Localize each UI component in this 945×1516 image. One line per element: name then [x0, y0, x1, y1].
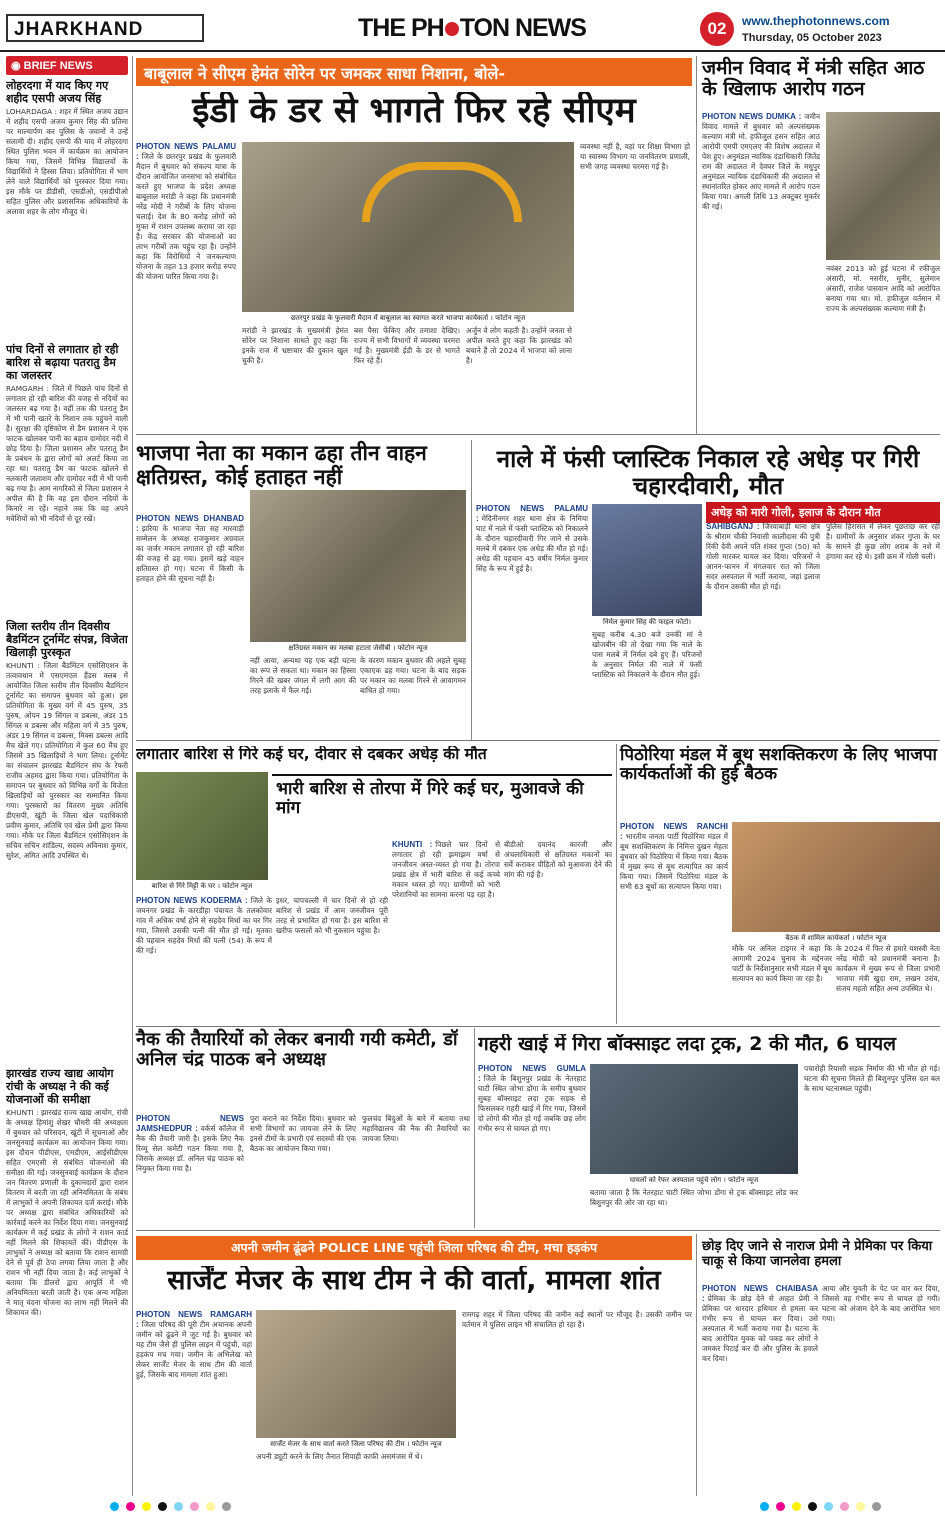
website-url[interactable]: www.thephotonnews.com: [742, 14, 890, 28]
dot-icon: [792, 1502, 801, 1511]
s5-sub-col-2: बीडीओ दयानंद कारजी और अंचलाधिकारी से क्षतिग्रस्त मकानों का सर्वे कराकर पीड़ितों को मुआवजा देने की मांग की गई है।: [504, 840, 612, 879]
brief-body-2: RAMGARH : जिले में पिछले पांच दिनों से लगातार हो रही बारिश की वजह से नदियों का जलस्तर बढ़ गया है। वहीं तक की पतरातु डैम में भी पानी खतरे के निशान तक पहुंचने वाली है। सुरक्षा की दृष्टिकोण से डैम प्रशासन ने एक फाटक खोलकर पानी का बहाव दामोदर नदी में छोड़ दिया है। जिला प्रशासन और पतरातु डैम के प्रबंधन के द्वारा लोगों को अलर्ट किया जा रहा था। पतरातु डैम का फाटक खोलने से नलकारी जलाशय और दामोदर नदी में भी पानी बढ़ गया है। आम नागरिकों से जिला प्रशासन ने अपील की है कि वह इस दौरान नदियों के किनारे ना रहें। नहाने तक कि वह अपने मवेशियों को भी नदियों से दूर रखें।: [6, 384, 128, 523]
s4-subhead: अधेड़ को मारी गोली, इलाज के दौरान मौत: [706, 502, 940, 523]
s9-kicker: अपनी जमीन ढूंढने POLICE LINE पहुंची जिला परिषद की टीम, मचा हड़कंप: [136, 1236, 692, 1260]
kicker-bar: बाबूलाल ने सीएम हेमंत सोरेन पर जमकर साधा निशाना, बोले-: [136, 58, 692, 86]
s5-body: [136, 896, 272, 1020]
byline: PHOTON NEWS PALAMU :: [136, 142, 236, 161]
byline: PHOTON NEWS RAMGARH :: [136, 1310, 252, 1329]
brand-logo: [358, 14, 586, 43]
byline: KHUNTI :: [392, 840, 433, 849]
s5-subhead-box: [272, 774, 612, 776]
photon-icon: [445, 22, 459, 36]
divider: [136, 740, 940, 741]
circle-icon: ◉: [11, 60, 24, 72]
body-text: जिले के जयनगर प्रखंड के कारडीहा पंचायत के तलकोवार गांव में अधिक वर्षा होने से सहदेव मिर्धा का घर गिर गया, जिससे उसकी पत्नी की मौत हो गई। मृतका की पहचान सहदेव मिर्धा की पत्नी (54) के रूप में की गई।: [136, 896, 272, 955]
brief-news-text: BRIEF NEWS: [23, 60, 93, 72]
s10-headline: छोड़ दिए जाने से नाराज प्रेमी ने प्रेमिका पर किया चाकू से किया जानलेवा हमला: [702, 1239, 933, 1269]
s5-photo: [136, 772, 268, 880]
body-text: प्रेमिका के छोड़ देने से आहत प्रेमी ने प्रेमिका पर धारदार हथियार से हमला कर गंभीर रूप से घायल कर दिया। उसे अस्पताल में भर्ती कराया गया है। घटना के बाद आरोपित युवक को पकड़ कर लोगों ने जमकर पिटाई कर दी और पुलिस के हवाले कर दिया।: [702, 1294, 818, 1363]
s5-photo-caption: बारिश से गिरे मिट्टी के घर । फोटोन न्यूज: [151, 882, 253, 890]
s4-photo: [592, 504, 702, 616]
dot-icon: [174, 1502, 183, 1511]
lead-article: [136, 142, 692, 427]
brand-part-1: THE PH: [358, 14, 444, 42]
body-text: वर्कर्स कॉलेज में नैक की तैयारी जारी है। इसके लिए नैक रिव्यू सेल कमेटी गठन किया गया है, जिसके अध्यक्ष डॉ. अनिल चंद्र पाठक को नियुक्त किया गया है।: [136, 1124, 244, 1173]
s2-body: [702, 112, 820, 427]
dot-icon: [158, 1502, 167, 1511]
body-text: पिछले चार दिनों से लगातार हो रही झमाझम वर्षा से जनजीवन अस्त-व्यस्त हो गया है। तोरपा प्रखंड क्षेत्र में भारी बारिश से कई कच्चे मकान ध्वस्त हो गए। ग्रामीणों को भारी परेशानियों का सामना करना पड़ रहा है।: [392, 840, 500, 899]
s3-col-3: के कारण मकान बुधवार की अहले सुबह एकाएक ढह गया। घटना के बाद सड़क पर मकान का मलबा गिरने से आवागमन बाधित हो गया।: [360, 656, 466, 695]
s5-subhead: भारी बारिश से तोरपा में गिरे कई घर, मुआवजे की मांग: [276, 779, 584, 819]
s7-body: [136, 1114, 244, 1224]
masthead: [0, 0, 945, 52]
dot-icon: [840, 1502, 849, 1511]
body-text: जिले के बिशुनपुर प्रखंड के नेतरहाट घाटी स्थित जोभा डोंगा के समीप बुधवार सुबह बॉक्साइट लदा ट्रक सड़क से फिसलकर गहरी खाई में गिर गया, जिसमें दो लोगों की मौत हो गई जबकि छह लोग गंभीर रूप से घायल हो गए।: [478, 1074, 586, 1133]
registration-marks: [110, 1502, 231, 1511]
left-column: [6, 56, 128, 1496]
divider: [136, 1230, 940, 1231]
s7-col-3: फुलचंद बिंदुओं के बारे में बताया तथा महाविद्यालय की नैक की तैयारियों का जायजा लिया।: [362, 1114, 470, 1143]
divider: [136, 434, 940, 435]
s2-headline: जमीन विवाद में मंत्री सहित आठ के खिलाफ आरोप गठन: [702, 57, 925, 101]
body-text: जिला परिषद की पूरी टीम अचानक अपनी जमीन को ढूंढने में जुट गई है। बुधवार को यह टीम जैसे ही पुलिस लाइन में पहुंची, वहां हड़कंप मच गया। जमीन के अभिलेख को लेकर सार्जेंट मेजर के साथ टीम की वार्ता हुई, जिसके बाद मामला शांत हुआ।: [136, 1320, 252, 1379]
dot-icon: [856, 1502, 865, 1511]
s6-headline: पिठोरिया मंडल में बूथ सशक्तिकरण के लिए भाजपा कार्यकर्ताओं की हुई बैठक: [620, 745, 937, 785]
s8-col-2: बताया जाता है कि नेतरहाट घाटी स्थित जोभा डोंगा से ट्रक बॉक्साइट लोड कर बिशुनपुर की ओर जा रहा था।: [590, 1188, 798, 1207]
dot-icon: [206, 1502, 215, 1511]
body-text: भारतीय जनता पार्टी पिठोरिया मंडल में बूथ सशक्तिकरण के निमित्त दुखन मेहता बुधवार को पिठोरिया में किया गया। बैठक में मुख्य रूप से बूथ सत्यापित का कार्य किया गया। जिसमें पिठोरिया मंडल के सभी 63 बूथों का सत्यापन किया गया।: [620, 832, 728, 891]
dot-icon: [222, 1502, 231, 1511]
s4-photo-caption: निर्मल कुमार सिंह की फाइल फोटो।: [602, 618, 692, 626]
lead-col-4: अर्जुन वे लोग कहती है। उन्होंने जनता से अपील करते हुए कहा कि झारखंड को बचाने हैं तो 2024 में भाजपा को लाना है।: [466, 326, 572, 365]
s9-col-2: रामगढ़ शहर में जिला परिषद की जमीन कई स्थानों पर मौजूद है। उसकी जमीन पर वर्तमान में पुलिस लाइन भी संचालित हो रहा है।: [462, 1310, 692, 1329]
s9-photo-caption: सार्जेंट मेजर के साथ वार्ता करते जिला परिषद की टीम । फोटोन न्यूज: [270, 1440, 442, 1448]
lead-col-5: व्यवस्था नहीं है, यहां पर शिक्षा विभाग हो या स्वास्थ्य विभाग या जनवितरण प्रणाली, सभी जगह व्यवस्था चरमरा गई है।: [580, 142, 690, 171]
lead-photo-caption: छतरपुर प्रखंड के फुलवारी मैदान में बाबूलाल का स्वागत करते भाजपा कार्यकर्ता । फोटोन न्यूज: [290, 314, 526, 322]
dot-icon: [808, 1502, 817, 1511]
divider: [474, 1028, 475, 1228]
divider: [132, 56, 133, 1496]
s9-body: [136, 1310, 252, 1496]
brief-body-4: KHUNTI : झारखंड राज्य खाद्य आयोग, रांची के अध्यक्ष हिमांशु शेखर चौधरी की अध्यक्षता में बुधवार को परिसदन, खूंटी में सूचनाओं और जनसुनवाई कार्यक्रम का आयोजन किया गया। इस दौरान पीडीएस, एमडीएम, आईसीडीएस सहित एमएसी से संबंधित योजनाओं की समीक्षा की गई। जनसुनवाई कार्यक्रम के दौरान जन वितरण प्रणाली के दुकानदारों द्वारा राशन वितरण में बरती जा रही अनियमितता के संबंध में लाभुकों ने अपनी शिकायत दर्ज कराई। मौके पर अध्यक्ष द्वारा संबंधित अधिकारियों को कार्रवाई करने का निर्देश दिया गया। जनसुनवाई कार्यक्रम में कई प्रखंड के लोगों ने राशन कार्ड नहीं मिलने की शिकायतें कीं। पीडीएस के लाभुकों ने अध्यक्ष को बताया कि राशन सामग्री देने से पूर्व ही ठेपा लगवा लिया जाता है और राशन भी नहीं दिया जाता है। कई लाभुकों ने बताया कि डीलरों द्वारा आपूर्ति में भी अनियमितता बरती जाती है। एक अन्य महिला ने मातृ वंदना योजना का लाभ नहीं मिलने की शिकायत की।: [6, 1108, 128, 1317]
byline: PHOTON NEWS GUMLA :: [478, 1064, 586, 1083]
issue-date: Thursday, 05 October 2023: [742, 32, 882, 44]
s3-body: [136, 514, 244, 734]
s6-col-2: मौके पर अनिल टाइगर ने कहा कि आगामी 2024 चुनाव के मद्देनजर पार्टी के निर्देशानुसार सभी मंडल में बूथ सत्यापन का कार्य किया जा रहा है।: [732, 944, 832, 983]
s9-photo: [256, 1310, 456, 1438]
brief-title-4: झारखंड राज्य खाद्य आयोग रांची के अध्यक्ष ने की कई योजनाओं की समीक्षा: [6, 1067, 114, 1106]
byline: PHOTON NEWS KODERMA :: [136, 896, 248, 905]
body-text: जिरवाबाड़ी थाना क्षेत्र के श्रीराम चौकी निवासी कालीदास की पुत्री रिंकी देवी अपने पति शंकर गुप्ता (50) को गोली मारकर घायल कर दिया। परिजनों ने आनन-फानन में मंगलवार रात को जिला सदर अस्पताल में भर्ती कराया, जहां इलाज के दौरान उसकी मौत हो गई।: [706, 522, 820, 591]
s5-headline: लगातार बारिश से गिरे कई घर, दीवार से दबकर अधेड़ की मौत: [136, 746, 487, 763]
brief-title-1: लोहरदगा में याद किए गए शहीद एसपी अजय सिंह: [6, 79, 109, 105]
lead-col-2: मरांडी ने झारखंड के मुख्यमंत्री हेमंत सोरेन पर निशाना साधते हुए कहा कि इनके राज में भ्रष्टाचार की दुकान खुल चुकी है।: [242, 326, 348, 365]
s5-sub-body: [392, 840, 500, 1020]
lead-photo: [242, 142, 574, 312]
brief-body-3: KHUNTI : जिला बैडमिंटन एसोसिएशन के तत्वावधान में एसएमएल हैंडस क्लब में आयोजित जिला स्तरीय तीन दिवसीय बैडमिंटन टूर्नामेंट का समापन बुधवार को हुआ। इस प्रतियोगिता के मुख्य वर्ग में 45 पुरुष, 35 पुरुष, ओपन 19 सिंगल व डबल्स, अंडर 15 सिंगल व डबल्स और महिला वर्ग में 35 पुरुष, अंडर 19 सिंगल व डबल्स, मिक्स डबल्स आदि मैच खेले गए। प्रतियोगिता में कुल 60 मैच हुए जिसमें 35 खिलाड़ियों ने भाग लिया। टूर्नामेंट का संचालन झारखंड बैडमिंटन संघ के रेफरी राजीव अहमद द्वारा किया गया। प्रतियोगिता के समापन पर बुधवार को विभिन्न वर्गों के विजेता खिलाड़ियों को पुरस्कार का सम्मानित किया गया। पुरस्कारों का वितरण मुख्य अतिथि डीएसपी, खूंटी के जिला खेल पदाधिकारी प्रवीण कुमार, अतिथि एवं खेल प्रेमी द्वारा किया गया। मौके पर जिला बैडमिंटन एसोसिएशन के सचिव सचिन शांडिल्य, सदस्य अविनाश कुमार, सुरेश, अमित आदि उपस्थित थे।: [6, 661, 128, 860]
divider: [696, 1234, 697, 1496]
s9-headline: सार्जेंट मेजर के साथ टीम ने की वार्ता, मामला शांत: [167, 1266, 661, 1296]
s10-body: [702, 1284, 818, 1496]
byline: PHOTON NEWS DUMKA :: [702, 112, 802, 121]
dot-icon: [776, 1502, 785, 1511]
s7-headline: नैक की तैयारियों को लेकर बनायी गयी कमेटी, डॉ अनिल चंद्र पाठक बने अध्यक्ष: [136, 1029, 458, 1071]
s8-body: [478, 1064, 586, 1224]
brief-title-2: पांच दिनों से लगातार हो रही बारिश से बढ़ाया पतरातु डैम का जलस्तर: [6, 343, 119, 382]
body-text: जमीन विवाद मामले में बुधवार को अल्पसंख्यक कल्याण मंत्री मो. हफीजुल हसन सहित आठ आरोपी एमपी एमएलए की विशेष अदालत में पेश हुए। अनुमंडल न्यायिक दंडाधिकारी जितेंद्र राम की अदालत में देवघर जिले के मधुपुर अनुमंडल न्यायिक दंडाधिकारी की अदालत से स्थानांतरित होकर आए मामले में आरोप गठन किया गया। अगली तिथि 13 अक्टूबर मुकर्रर की गई।: [702, 112, 820, 211]
s8-headline: गहरी खाई में गिरा बॉक्साइट लदा ट्रक, 2 की मौत, 6 घायल: [478, 1034, 897, 1055]
s6-col-3: के 2024 में फिर से हमारे यशस्वी नेता नरेंद्र मोदी को प्रधानमंत्री बनाना है। कार्यक्रम में मुख्य रूप से जिला प्रभारी भाजपा मंत्री खुदा राम, लखन उरांव, संजय महतो सहित अन्य उपस्थित थे।: [836, 944, 940, 993]
brief-body-1: LOHARDAGA : शहर में स्थित अजय उद्यान में शहीद एसपी अजय कुमार सिंह की प्रतिमा पर माल्यार्पण कर पुलिस के जवानों ने उन्हें सलामी दी। शहीद एसपी की याद में लोहरदगा स्थित पुलिस भवन में कार्यक्रम का आयोजन किया गया, जिसमें विभिन्न विद्यालयों के विद्यार्थियों ने हिस्सा लिया। प्रतियोगिता में भाग लेने वाले विद्यार्थियों को पुरस्कार दिया गया। इस मौके पर डीडीसी, एसडीओ, एसडीपीओ सहित पुलिस और प्रशासनिक अधिकारियों के अलावा शहर के लोग मौजूद थे।: [6, 107, 128, 216]
s3-col-2: नहीं आया, अन्यथा यह एक बड़ी घटना का रूप ले सकता था। मकान का हिस्सा गिरने की खबर जंगल में लगी आग की तरह इलाके में फैल गई।: [250, 656, 356, 695]
divider: [136, 1026, 940, 1027]
divider: [471, 440, 472, 740]
byline: PHOTON NEWS RANCHI :: [620, 822, 728, 841]
dot-icon: [190, 1502, 199, 1511]
section-name: JHARKHAND: [6, 14, 204, 42]
body-text: मेदिनीनगर शहर थाना क्षेत्र के निमिया घाट में नाले में फंसी प्लास्टिक को निकालने के दौरान चहारदीवारी गिर जाने से उसके मलबे में दबकर एक अधेड़ की मौत हो गई। अधेड़ की पहचान 45 वर्षीय निर्मल कुमार सिंह के रूप में हुई है।: [476, 514, 588, 573]
dot-icon: [824, 1502, 833, 1511]
s6-body: [620, 822, 728, 1020]
body-text: जिले के छतरपुर प्रखंड के फुलवारी मैदान में बुधवार को संकल्प यात्रा के दौरान आयोजित जनसभा को संबोधित करते हुए भाजपा के प्रदेश अध्यक्ष बाबूलाल मरांडी ने कहा कि प्रधानमंत्री नरेंद्र मोदी ने गरीबों के लिए योजना चलाई। देश के 80 करोड़ लोगों को मुफ्त में राशन उपलब्ध कराया जा रहा है। केंद्र सरकार की योजनाओं का लाभ गरीबों तक पहुंच रहा है। उन्होंने कहा कि विरोधियों ने जनकल्याण योजना के तहत 13 हजार करोड़ रुपए की योजना पारित किया गया है।: [136, 152, 236, 281]
s6-photo-caption: बैठक में शामिल कार्यकर्ता । फोटोन न्यूज: [785, 934, 887, 942]
byline: SAHIBGANJ :: [706, 522, 760, 531]
s3-headline: भाजपा नेता का मकान ढहा तीन वाहन क्षतिग्रस्त, कोई हताहत नहीं: [136, 441, 427, 489]
s4-sub-body: [706, 522, 820, 734]
s5-col-2: इधर, चापचल्ली में चार दिनों से हो रही बारिश से प्रखंड में आम जनजीवन पूरी तरह से प्रभावित हो गया है। इस बारिश से खरीफ फसलों को भी नुकसान पहुंचा है।: [276, 896, 388, 935]
s3-photo-caption: क्षतिग्रस्त मकान का मलबा हटाता जेसीबी । फोटोन न्यूज: [288, 644, 428, 652]
s8-photo: [590, 1064, 798, 1174]
lead-headline: ईडी के डर से भागते फिर रहे सीएम: [192, 92, 636, 131]
body-text: झरिया के भाजपा नेता सह मारवाड़ी सम्मेलन के अध्यक्ष राजकुमार अग्रवाल का जर्जर मकान लगातार हो रही बारिश की वजह से ढह गया। इसमें खड़े वाहन क्षतिग्रस्त हो गए। घटना में किसी के हताहत होने की सूचना नहीं है।: [136, 524, 244, 583]
brief-news-label: [6, 56, 128, 75]
s3-photo: [250, 490, 466, 642]
s7-col-2: पुरा कराने का निर्देश दिया। बुधवार को सभी विभागों का जायजा लेने के लिए इनसे टीमों के प्रभारी एवं सदस्यों की एक बैठक का आयोजन किया गया।: [250, 1114, 356, 1153]
byline: PHOTON NEWS PALAMU :: [476, 504, 588, 523]
s8-col-3: पचारोही रियासी सड़क निर्माण की भी मौत हो गई। घटना की सूचना मिलते ही बिशुनपुर पुलिस दल बल के साथ घटनास्थल पहुंची।: [804, 1064, 940, 1093]
s4-headline: नाले में फंसी प्लास्टिक निकाल रहे अधेड़ पर गिरी चहारदीवारी, मौत: [496, 445, 920, 500]
lead-col-1: [136, 142, 236, 422]
registration-marks: [760, 1502, 881, 1511]
lead-col-3: बस पैसा फेंकिए और तमाशा देखिए। राज्य में सभी विभागों में व्यवस्था चरमरा गई है। मुख्यमंत्री ईडी के डर से भागते फिर रहे हैं।: [354, 326, 460, 365]
dot-icon: [760, 1502, 769, 1511]
dot-icon: [110, 1502, 119, 1511]
brief-title-3: जिला स्तरीय तीन दिवसीय बैडमिंटन टूर्नामेंट संपन्न, विजेता खिलाड़ी पुरस्कृत: [6, 620, 128, 659]
s9-col-3: अपनी ड्यूटी करने के लिए तैनात सिपाही काफी असमंजस में थे।: [256, 1452, 423, 1461]
dot-icon: [126, 1502, 135, 1511]
dot-icon: [142, 1502, 151, 1511]
s2-photo: [826, 112, 940, 260]
s4-col-2: सुबह करीब 4.30 बजे उनकी मां ने खोजबीन की तो देखा गया कि नाले के पास मलबे में निर्मल दबे हुए हैं। परिजनों के अनुसार निर्मल की नाले में फंसी प्लास्टिक को निकालने के दौरान मौत हुई।: [592, 630, 702, 679]
s8-photo-caption: घायलों को रेफर अस्पताल पहुंचे लोग । फोटोन न्यूज: [629, 1176, 759, 1184]
s2-body-2: नवंबर 2013 को हुई घटना में रफीजुल अंसारी, मो. नसरीर, मुनीर, सुलेमान अंसारी, राजेश पासवान आदि को आरोपित बनाया गया था। मो. हफीजुल वर्तमान में राज्य के अल्पसंख्यक कल्याण मंत्री हैं।: [826, 264, 940, 313]
page-number: 02: [700, 12, 734, 46]
byline: PHOTON NEWS JAMSHEDPUR :: [136, 1114, 244, 1133]
divider: [696, 56, 697, 434]
byline: PHOTON NEWS DHANBAD :: [136, 514, 244, 533]
s4-body: [476, 504, 588, 734]
divider: [616, 744, 617, 1024]
s6-photo: [732, 822, 940, 932]
s4-sub-body-2: पुलिस हिरासत में लेकर पूछताछ कर रही है। ग्रामीणों के अनुसार शंकर गुप्ता के घर के सामने ही कुछ लोग शराब के नशे में हंगामा कर रहे थे। इसी क्रम में गोली चली।: [826, 522, 940, 561]
dot-icon: [872, 1502, 881, 1511]
brand-part-2: TON NEWS: [459, 14, 586, 42]
s10-col-2: आया और युवती के पेट पर वार कर दिया, जिससे वह गंभीर रूप से घायल हो गयी। घटना को अंजाम देने के बाद आरोपित भाग गया।: [822, 1284, 940, 1323]
byline: PHOTON NEWS CHAIBASA :: [702, 1284, 818, 1303]
garland-shape: [362, 162, 522, 222]
